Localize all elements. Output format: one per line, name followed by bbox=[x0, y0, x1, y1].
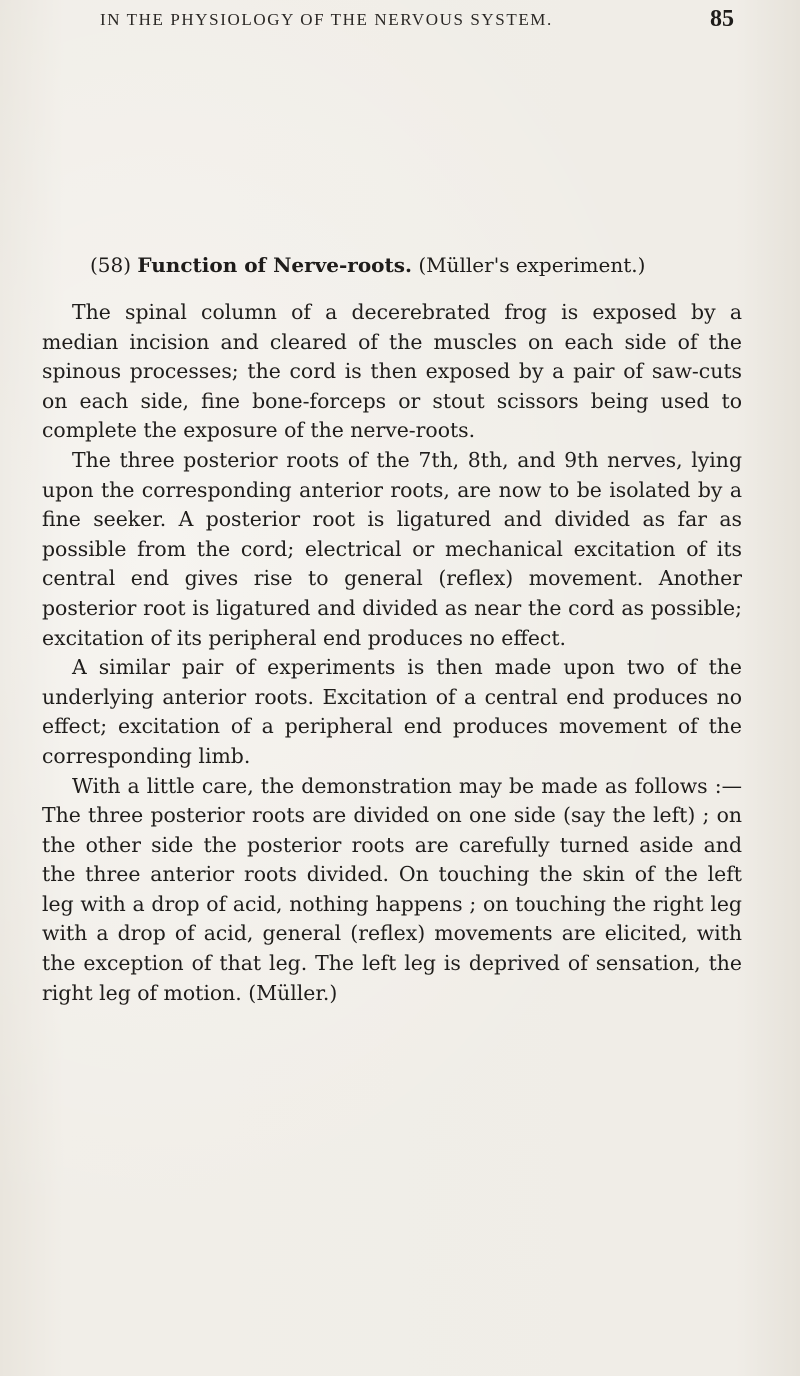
section-title: Function of Nerve-roots. bbox=[137, 253, 412, 277]
paragraph-exposure: The spinal column of a decerebrated frog is exposed by a median incision and cleared of the muscles on each side of the spinous processes; the cord is then exposed by a pair of saw-cuts on each side, fine bone-forceps or stout scissors being used to complete the exposure of the nerve-roots. bbox=[42, 300, 742, 443]
paragraph-demonstration: With a little care, the demonstration may be made as follows :—The three posterior roots are divided on one side (say the left) ; on the other side the posterior roots are carefully turned aside and the three anterior roots divided. On touching the skin of the left leg with a drop of acid, nothing happens ; on touching the right leg with a drop of acid, general (reflex) movements are elicited, with the exception of that leg. The left leg is deprived of sensation, the right leg of motion. (Müller.) bbox=[42, 773, 742, 1005]
running-head-title: IN THE PHYSIOLOGY OF THE NERVOUS SYSTEM. bbox=[100, 10, 553, 29]
section-attribution: (Müller's experiment.) bbox=[418, 253, 646, 277]
paragraph-anterior-roots: A similar pair of experiments is then made upon two of the underlying anterior roots. Excitation of a central end produces no effect; excitation of a peripheral end produces movement of the corresponding limb. bbox=[42, 655, 742, 768]
section-heading bbox=[90, 253, 645, 277]
paragraph-posterior-roots: The three posterior roots of the 7th, 8th, and 9th nerves, lying upon the corresponding anterior roots, are now to be isolated by a fine seeker. A posterior root is ligatured and divided as far as possible from the cord; electrical or mechanical excitation of its central end gives rise to general (reflex) movement. Another posterior root is ligatured and divided as near the cord as possible; excitation of its peripheral end produces no effect. bbox=[42, 447, 742, 650]
section-number: (58) bbox=[90, 253, 132, 277]
running-head bbox=[0, 6, 800, 34]
page-number: 85 bbox=[710, 6, 734, 32]
body-text bbox=[42, 298, 742, 1008]
